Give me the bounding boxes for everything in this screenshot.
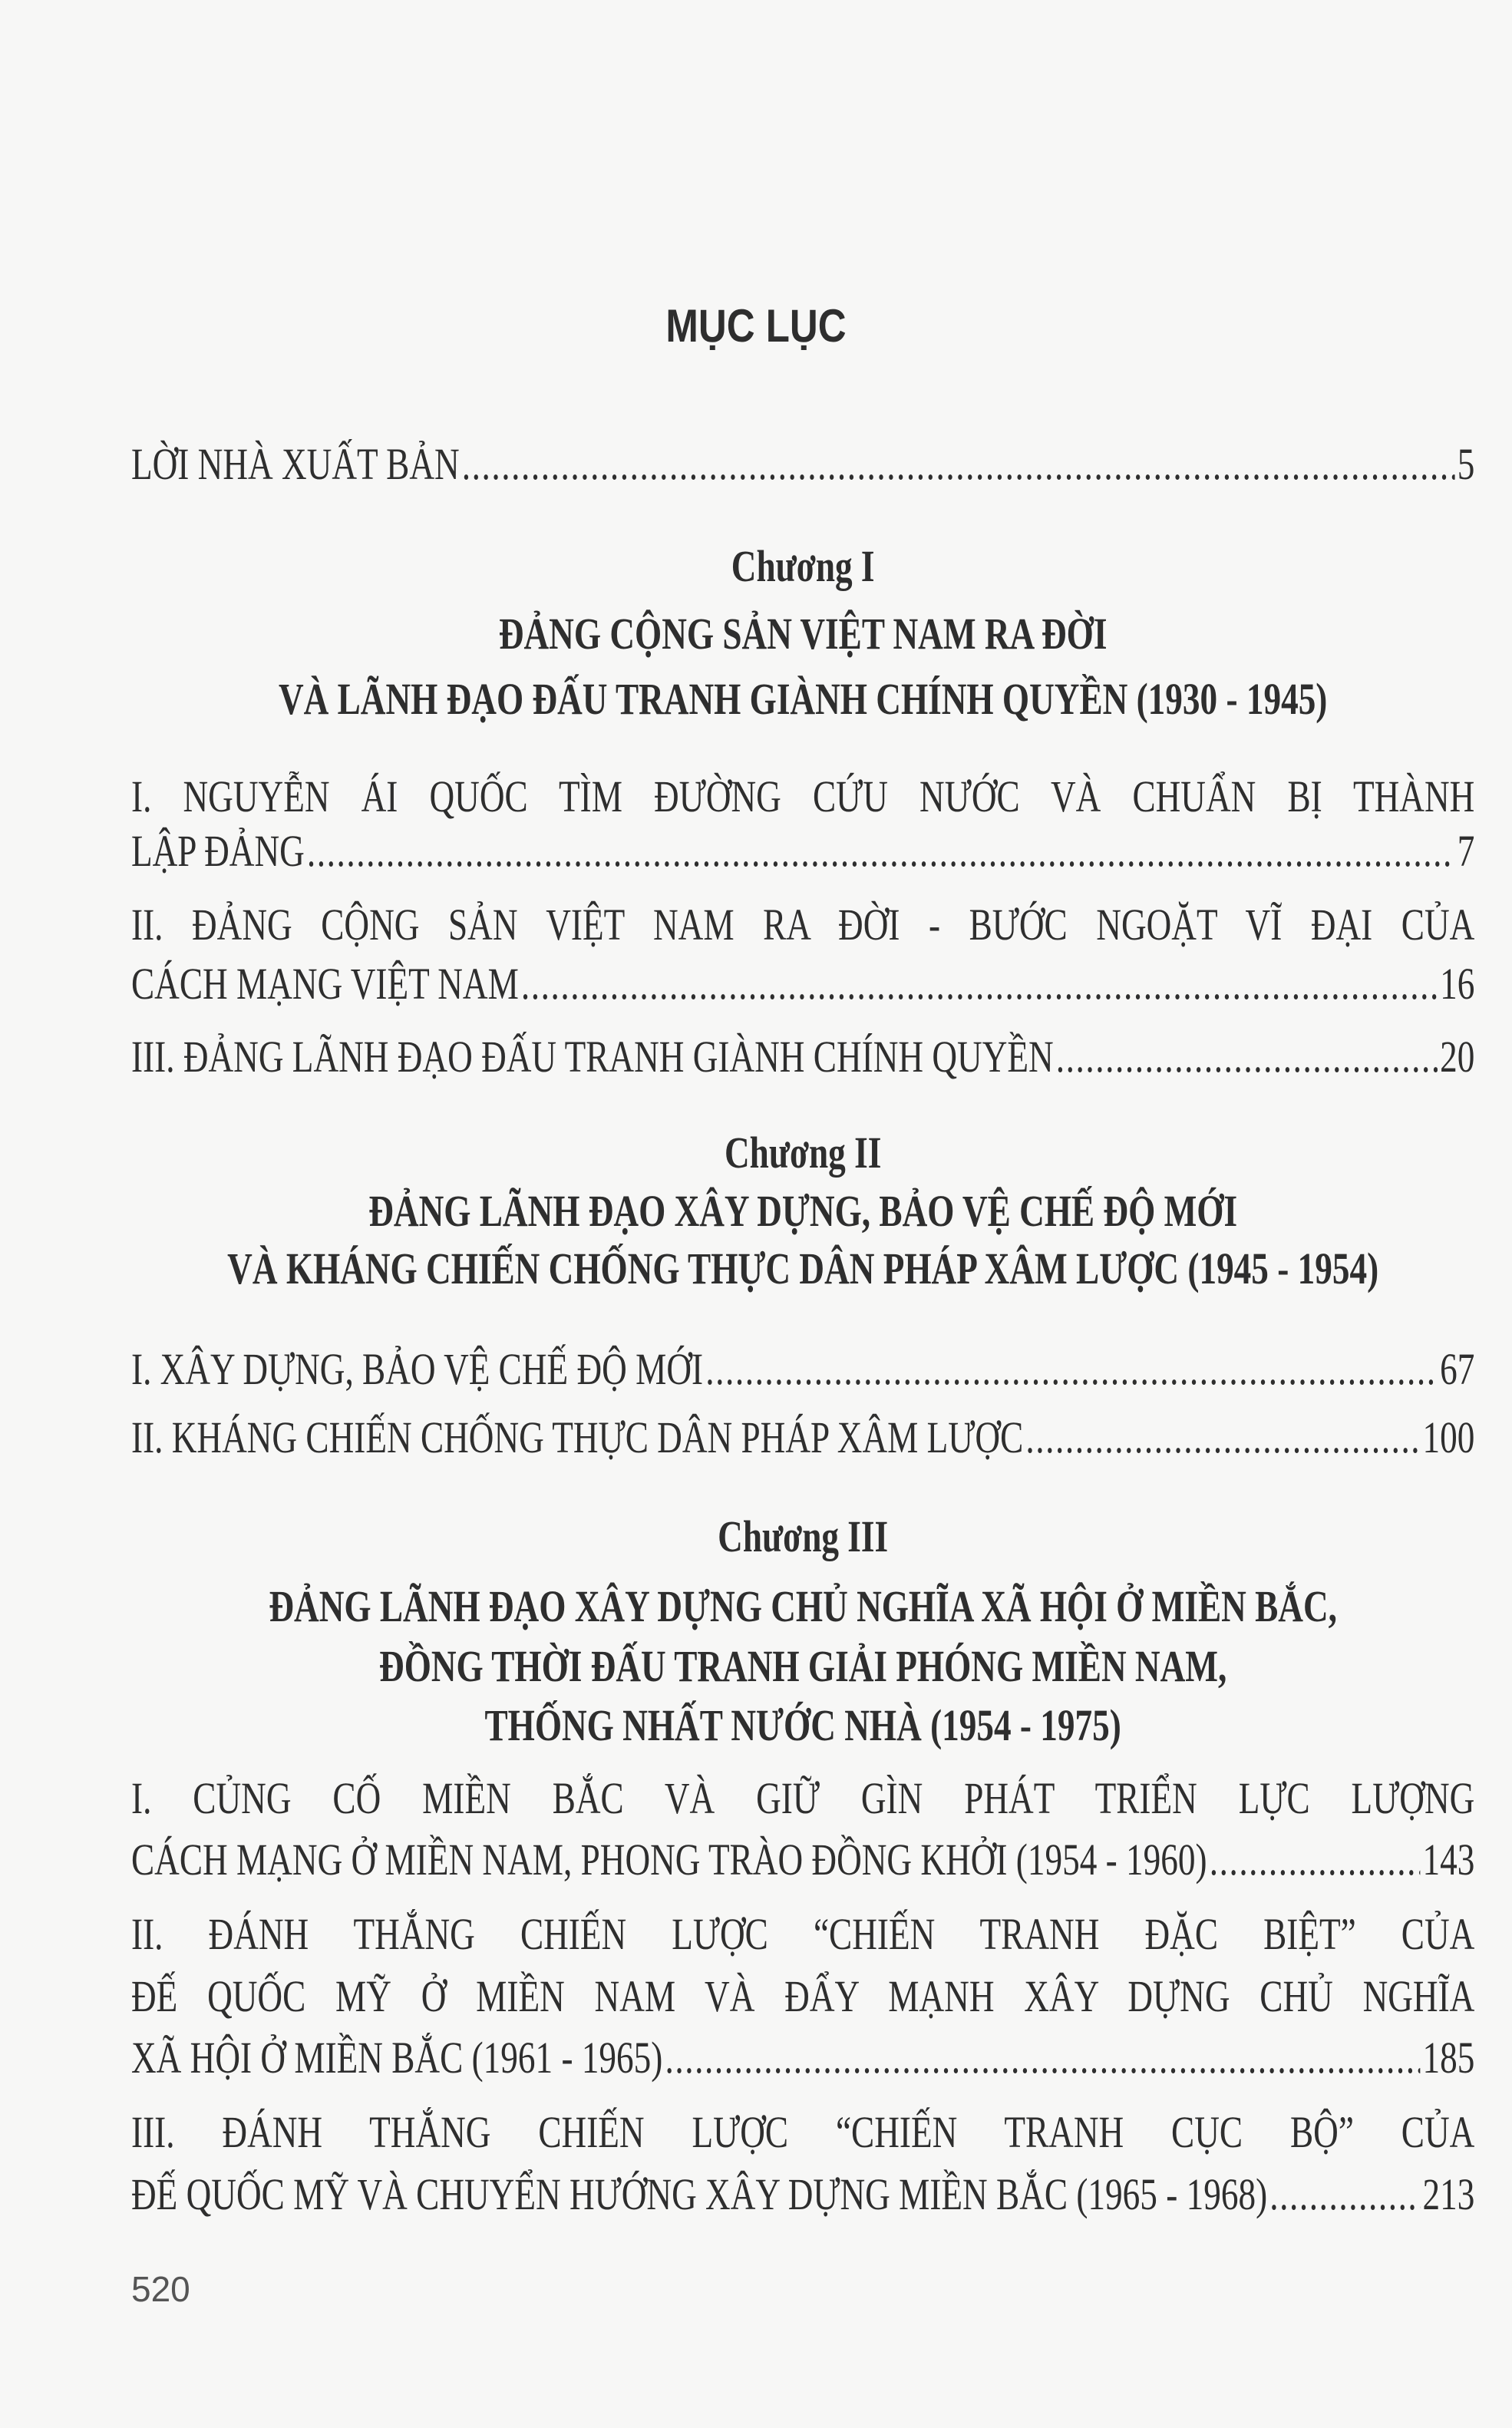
dot-leader <box>1210 1829 1421 1891</box>
toc-entry-line[interactable]: ĐẾ QUỐC MỸ Ở MIỀN NAM VÀ ĐẨY MẠNH XÂY DỰNG CHỦ NGHĨA <box>131 1971 1475 2021</box>
entry-label: III. ĐẢNG LÃNH ĐẠO ĐẤU TRANH GIÀNH CHÍNH QUYỀN <box>131 1032 1054 1082</box>
entry-page: 213 <box>1422 2169 1475 2219</box>
entry-label: CÁCH MẠNG VIỆT NAM <box>131 959 519 1009</box>
chapter-label: Chương II <box>724 1128 882 1178</box>
toc-entry-preface[interactable] <box>131 434 1474 495</box>
chapter-title-line: VÀ KHÁNG CHIẾN CHỐNG THỰC DÂN PHÁP XÂM LƯỢC (1945 - 1954) <box>227 1244 1379 1293</box>
chapter-title-line: THỐNG NHẤT NƯỚC NHÀ (1954 - 1975) <box>484 1700 1121 1750</box>
toc-entry-line[interactable]: II. ĐÁNH THẮNG CHIẾN LƯỢC “CHIẾN TRANH ĐẶC BIỆT” CỦA <box>131 1909 1475 1959</box>
toc-entry[interactable] <box>131 1339 1474 1400</box>
entry-page: 100 <box>1422 1412 1475 1462</box>
toc-entry[interactable] <box>131 1026 1474 1088</box>
entry-page: 143 <box>1422 1835 1475 1885</box>
page-title: MỤC LỤC <box>665 300 847 352</box>
entry-label: CÁCH MẠNG Ở MIỀN NAM, PHONG TRÀO ĐỒNG KHỞI (1954 - 1960) <box>131 1835 1207 1885</box>
toc-entry-line[interactable]: III. ĐÁNH THẮNG CHIẾN LƯỢC “CHIẾN TRANH CỤC BỘ” CỦA <box>131 2107 1475 2157</box>
toc-entry[interactable] <box>131 1829 1474 1891</box>
chapter-title-line: VÀ LÃNH ĐẠO ĐẤU TRANH GIÀNH CHÍNH QUYỀN (1930 - 1945) <box>278 674 1328 724</box>
page-number: 520 <box>131 2269 190 2309</box>
entry-page: 16 <box>1440 959 1475 1009</box>
entry-page: 7 <box>1457 826 1475 876</box>
chapter-title-line: ĐẢNG CỘNG SẢN VIỆT NAM RA ĐỜI <box>498 609 1108 659</box>
dot-leader <box>307 821 1455 882</box>
dot-leader <box>462 434 1455 495</box>
toc-entry[interactable] <box>131 953 1474 1015</box>
toc-entry[interactable] <box>131 1407 1474 1468</box>
chapter-title-line: ĐỒNG THỜI ĐẤU TRANH GIẢI PHÓNG MIỀN NAM, <box>379 1641 1227 1691</box>
entry-label: LỜI NHÀ XUẤT BẢN <box>131 439 460 489</box>
toc-entry[interactable] <box>131 2027 1474 2089</box>
chapter-label: Chương III <box>718 1511 889 1561</box>
toc-entry[interactable] <box>131 2164 1474 2225</box>
chapter-title-line: ĐẢNG LÃNH ĐẠO XÂY DỰNG CHỦ NGHĨA XÃ HỘI Ở MIỀN BẮC, <box>269 1581 1337 1631</box>
entry-page: 5 <box>1457 439 1475 489</box>
chapter-title-line: ĐẢNG LÃNH ĐẠO XÂY DỰNG, BẢO VỆ CHẾ ĐỘ MỚI <box>368 1186 1238 1236</box>
dot-leader <box>1025 1407 1420 1468</box>
toc-entry[interactable] <box>131 821 1474 882</box>
entry-label: ĐẾ QUỐC MỸ VÀ CHUYỂN HƯỚNG XÂY DỰNG MIỀN BẮC (1965 - 1968) <box>131 2169 1268 2219</box>
toc-entry-line[interactable]: I. CỦNG CỐ MIỀN BẮC VÀ GIỮ GÌN PHÁT TRIỂN LỰC LƯỢNG <box>131 1773 1475 1823</box>
toc-entry-line[interactable]: II. ĐẢNG CỘNG SẢN VIỆT NAM RA ĐỜI - BƯỚC NGOẶT VĨ ĐẠI CỦA <box>131 900 1475 950</box>
dot-leader <box>665 2027 1420 2089</box>
dot-leader <box>705 1339 1438 1400</box>
chapter-label: Chương I <box>731 541 875 591</box>
entry-page: 185 <box>1422 2033 1475 2083</box>
toc-entry-line[interactable]: I. NGUYỄN ÁI QUỐC TÌM ĐƯỜNG CỨU NƯỚC VÀ CHUẨN BỊ THÀNH <box>131 771 1475 821</box>
entry-page: 20 <box>1440 1032 1475 1082</box>
entry-label: II. KHÁNG CHIẾN CHỐNG THỰC DÂN PHÁP XÂM LƯỢC <box>131 1412 1024 1462</box>
entry-label: I. XÂY DỰNG, BẢO VỆ CHẾ ĐỘ MỚI <box>131 1344 704 1394</box>
entry-label: LẬP ĐẢNG <box>131 826 305 876</box>
dot-leader <box>1269 2164 1420 2225</box>
dot-leader <box>1056 1026 1438 1088</box>
entry-page: 67 <box>1440 1344 1475 1394</box>
entry-label: XÃ HỘI Ở MIỀN BẮC (1961 - 1965) <box>131 2033 663 2083</box>
dot-leader <box>521 953 1438 1015</box>
